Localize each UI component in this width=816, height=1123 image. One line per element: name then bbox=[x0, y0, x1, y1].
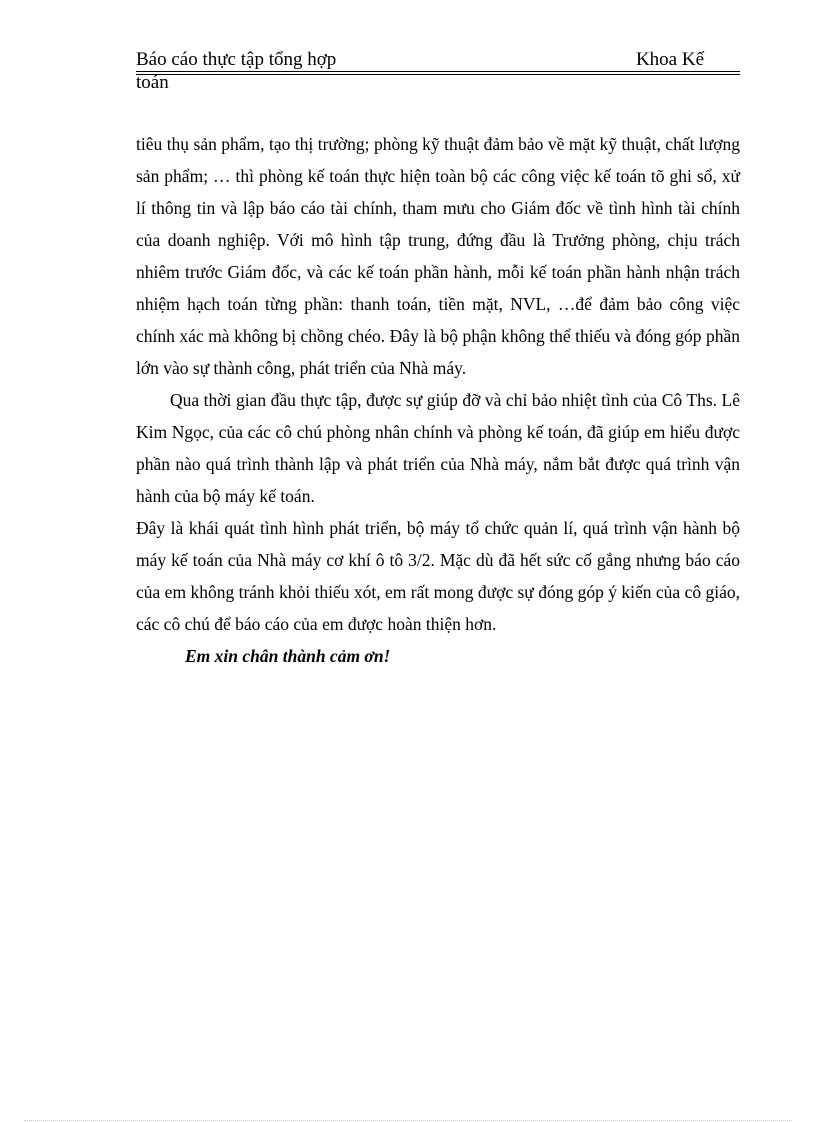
closing-thanks: Em xin chân thành cảm ơn! bbox=[185, 646, 391, 666]
page-bottom-divider bbox=[24, 1120, 792, 1121]
header-row bbox=[136, 50, 740, 72]
header-department-continuation: toán bbox=[136, 72, 169, 93]
header-title: Báo cáo thực tập tổng hợp bbox=[136, 49, 337, 70]
page-header bbox=[136, 50, 740, 94]
header-department: Khoa Kế bbox=[635, 49, 704, 70]
paragraph-1: tiêu thụ sản phẩm, tạo thị trường; phòng kỹ thuật đảm bảo về mặt kỹ thuật, chất lượng sản phẩm; … thì phòng kế toán thực hiện toàn bộ các công việc kế toán tõ ghi sổ, xử lí thông tin và lập báo cáo tài chính, tham mưu cho Giám đốc về tình hình tài chính của doanh nghiệp. Với mô hình tập trung, đứng đầu là Trưởng phòng, chịu trách nhiêm trước Giám đốc, và các kế toán phần hành, mỗi kế toán phần hành nhận trách nhiệm hạch toán từng phần: thanh toán, tiền mặt, NVL, …để đảm bảo công việc chính xác mà không bị chồng chéo. Đây là bộ phận không thể thiếu và đóng góp phần lớn vào sự thành công, phát triển của Nhà máy. bbox=[136, 134, 740, 378]
document-body bbox=[136, 128, 740, 672]
paragraph-2: Qua thời gian đầu thực tập, được sự giúp đỡ và chỉ bảo nhiệt tình của Cô Ths. Lê Kim Ngọc, của các cô chú phòng nhân chính và phòng kế toán, đã giúp em hiểu được phần nào quá trình thành lập và phát triển của Nhà máy, nắm bắt được quá trình vận hành của bộ máy kế toán. bbox=[136, 390, 740, 506]
paragraph-3: Đây là khái quát tình hình phát triển, bộ máy tổ chức quản lí, quá trình vận hành bộ máy kế toán của Nhà máy cơ khí ô tô 3/2. Mặc dù đã hết sức cố gắng nhưng báo cáo của em không tránh khỏi thiếu xót, em rất mong được sự đóng góp ý kiến của cô giáo, các cô chú để báo cáo của em được hoàn thiện hơn. bbox=[136, 518, 740, 634]
